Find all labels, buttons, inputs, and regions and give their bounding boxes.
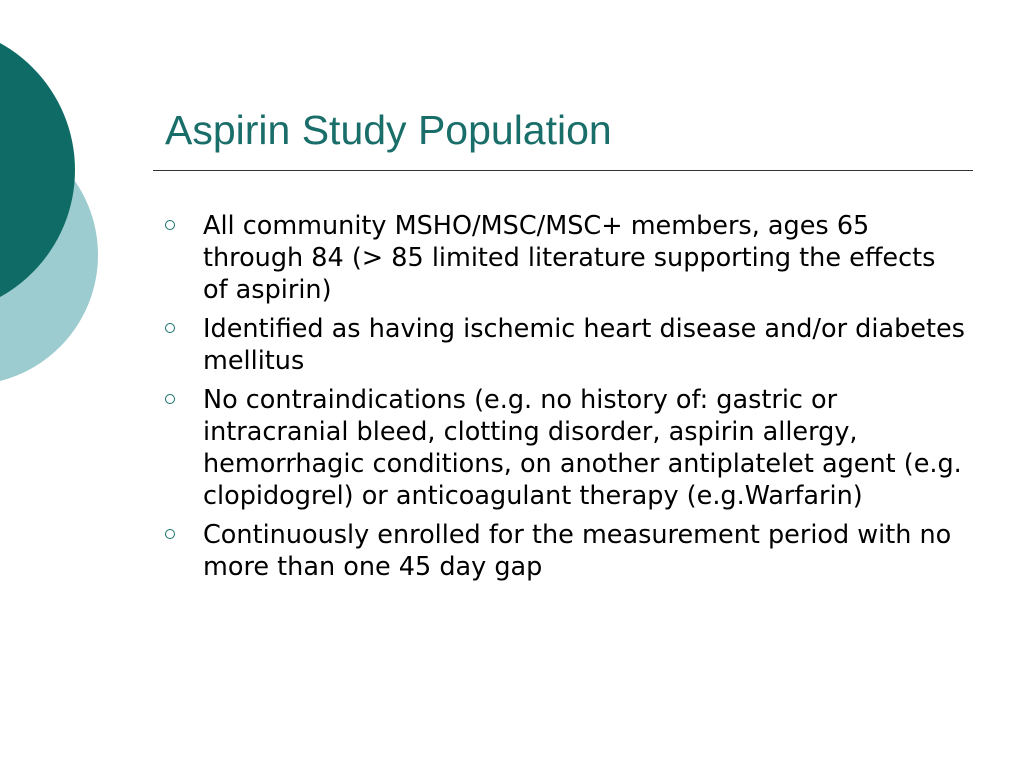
hollow-circle-bullet-icon (165, 394, 175, 404)
bullet-item (165, 519, 965, 583)
hollow-circle-bullet-icon (165, 529, 175, 539)
bullet-text: Identified as having ischemic heart disease and/or diabetes mellitus (203, 314, 965, 376)
slide-title: Aspirin Study Population (165, 107, 612, 153)
bullet-item (165, 210, 965, 306)
bullet-text: Continuously enrolled for the measurement period with no more than one 45 day gap (203, 520, 952, 582)
bullet-text: All community MSHO/MSC/MSC+ members, ages 65 through 84 (> 85 limited literature supporting the effects of aspirin) (203, 211, 936, 305)
title-divider (153, 170, 973, 171)
bullet-list (165, 210, 965, 590)
hollow-circle-bullet-icon (165, 323, 175, 333)
bullet-text: No contraindications (e.g. no history of: gastric or intracranial bleed, clotting disorder, aspirin allergy, hemorrhagic conditions, on another antiplatelet agent (e.g. clopidogrel) or anticoagulant therapy (e.g.Warfarin) (203, 385, 962, 511)
decorative-circles (0, 0, 140, 420)
bullet-item (165, 384, 965, 512)
hollow-circle-bullet-icon (165, 220, 175, 230)
bullet-item (165, 313, 965, 377)
